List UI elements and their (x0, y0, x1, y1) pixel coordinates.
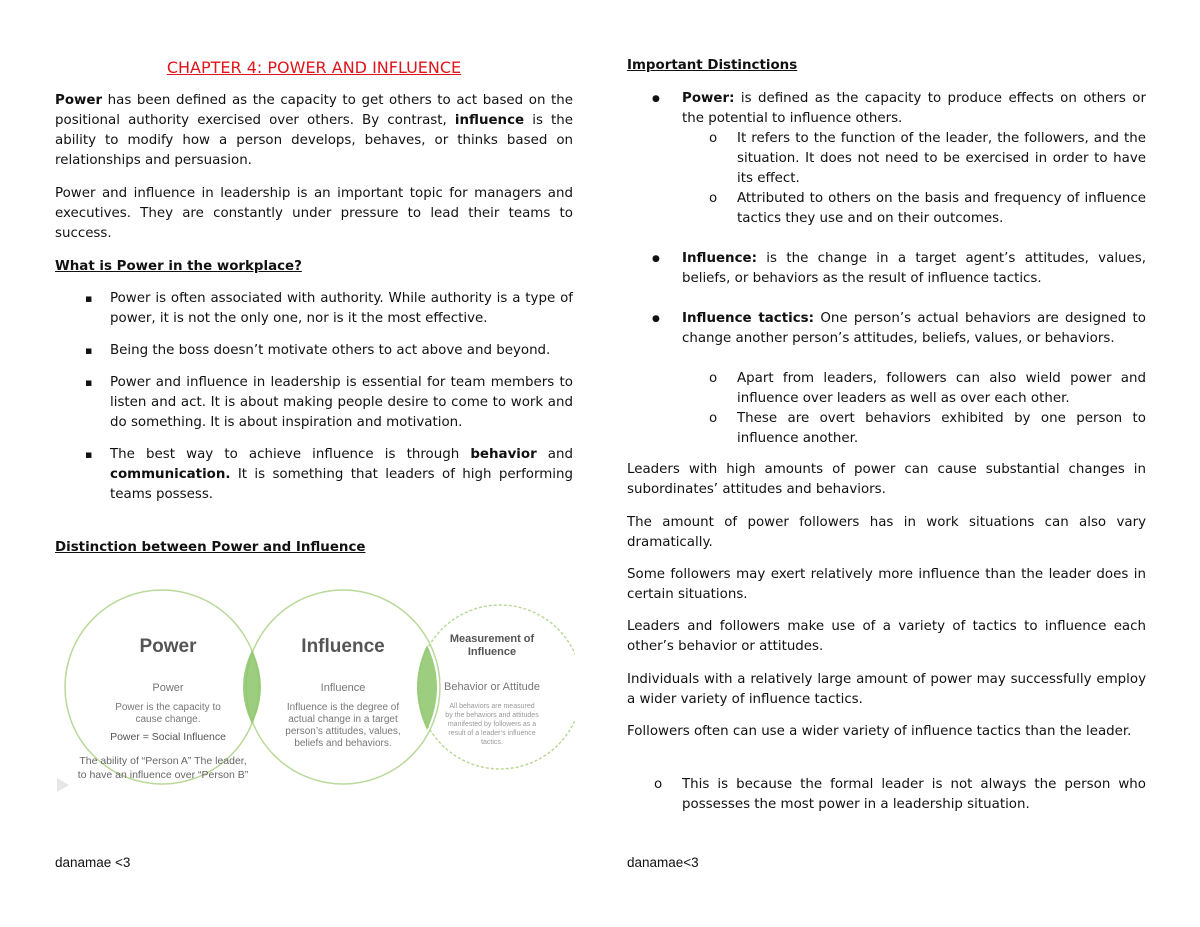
list-item: o Apart from leaders, followers can also wield power and influence over leaders as well as over each other. (709, 371, 1146, 406)
list-item: ● Influence tactics: One person’s actual behaviors are designed to change another person’s attitudes, beliefs, values, or behaviors. (652, 311, 1146, 346)
paragraph: Leaders and followers make use of a variety of tactics to influence each other’s behavior or attitudes. (627, 619, 1146, 654)
leadership-paragraph: Power and influence in leadership is an important topic for managers and executives. They are constantly under pressure to lead their teams to success. (55, 186, 573, 241)
distinction-heading: Distinction between Power and Influence (55, 540, 366, 555)
power-circle-title: Power (139, 636, 197, 657)
list-item: ● Power: is defined as the capacity to produce effects on others or the potential to influence others. (652, 91, 1146, 126)
paragraph: Leaders with high amounts of power can cause substantial changes in subordinates’ attitudes and behaviors. (627, 462, 1146, 497)
paragraph: Individuals with a relatively large amount of power may successfully employ a wider variety of influence tactics. (627, 672, 1146, 707)
right-footer: danamae<3 (627, 855, 699, 870)
svg-text:All behaviors are measured: All behaviors are measured (449, 703, 535, 710)
measurement-circle-title: Measurement of (449, 633, 535, 645)
workplace-heading: What is Power in the workplace? (55, 259, 302, 274)
svg-text:beliefs and behaviors.: beliefs and behaviors. (294, 738, 392, 749)
svg-text:by the behaviors and attitudes: by the behaviors and attitudes (445, 712, 539, 719)
paragraph: Some followers may exert relatively more influence than the leader does in certain situations. (627, 567, 1146, 602)
list-item: ▪ Power and influence in leadership is essential for team members to listen and act. It is about making people desire to come to work and do something. It is about inspiration and motivation. (85, 375, 573, 430)
power-circle-subtitle: Power (152, 682, 184, 694)
list-item: ● Influence: is the change in a target agent’s attitudes, values, beliefs, or behaviors as the result of influence tactics. (652, 251, 1146, 286)
list-item: o Attributed to others on the basis and frequency of influence tactics they use and on their outcomes. (709, 191, 1146, 226)
distinctions-heading: Important Distinctions (627, 58, 798, 73)
list-item: ▪ The best way to achieve influence is through behavior and communication. It is something that leaders of high performing teams possess. (85, 447, 574, 502)
list-item: ▪ Power is often associated with authority. While authority is a type of power, it is not the only one, nor is it the most effective. (85, 291, 573, 326)
influence-circle-subtitle: Influence (320, 682, 366, 694)
venn-diagram (55, 570, 575, 805)
svg-text:actual change in a target: actual change in a target (288, 714, 398, 725)
list-item: o These are overt behaviors exhibited by one person to influence another. (709, 411, 1146, 446)
list-item: o It refers to the function of the leader, the followers, and the situation. It does not need to be exercised in order to have its effect. (709, 131, 1146, 186)
svg-text:person’s attitudes, values,: person’s attitudes, values, (285, 726, 401, 737)
influence-circle-title: Influence (301, 636, 385, 657)
measurement-circle-subtitle: Behavior or Attitude (443, 681, 541, 693)
power-term: Power (55, 93, 103, 108)
svg-text:to have an influence over “Per: to have an influence over “Person B” (77, 769, 249, 781)
tactics-subpoints (627, 369, 1146, 449)
svg-text:result of a leader’s influence: result of a leader’s influence (448, 730, 536, 737)
list-item: ▪ Being the boss doesn’t motivate others to act above and beyond. (85, 343, 551, 358)
left-footer: danamae <3 (55, 855, 131, 870)
chapter-title: CHAPTER 4: POWER AND INFLUENCE (166, 58, 462, 77)
leader-subpoint (627, 775, 1146, 815)
svg-text:Influence: Influence (467, 646, 517, 658)
list-item: o This is because the formal leader is not always the person who possesses the most power in a leadership situation. (654, 777, 1146, 812)
svg-text:Power is the capacity to: Power is the capacity to (115, 702, 221, 713)
intro-paragraph: Power has been defined as the capacity to get others to act based on the positional authority exercised over others. By contrast, influence is the ability to modify how a person develops, behaves, or thinks based on relationships and persuasion. (55, 93, 573, 168)
svg-text:cause change.: cause change. (135, 714, 201, 725)
paragraph: The amount of power followers has in work situations can also vary dramatically. (627, 515, 1146, 550)
power-bullet (627, 89, 1146, 129)
svg-text:manifested by followers as a: manifested by followers as a (447, 721, 537, 728)
svg-text:The ability of “Person A” The: The ability of “Person A” The leader, (79, 755, 247, 767)
paragraph: Followers often can use a wider variety of influence tactics than the leader. (627, 724, 1132, 739)
svg-text:Influence is the degree of: Influence is the degree of (286, 702, 400, 713)
power-subpoints (627, 129, 1146, 229)
tactics-bullet (627, 309, 1146, 349)
svg-text:tactics.: tactics. (481, 739, 503, 746)
power-formula: Power = Social Influence (110, 731, 226, 743)
influence-bullet (627, 249, 1146, 289)
workplace-bullets (55, 289, 573, 505)
influence-term: influence (454, 113, 525, 128)
